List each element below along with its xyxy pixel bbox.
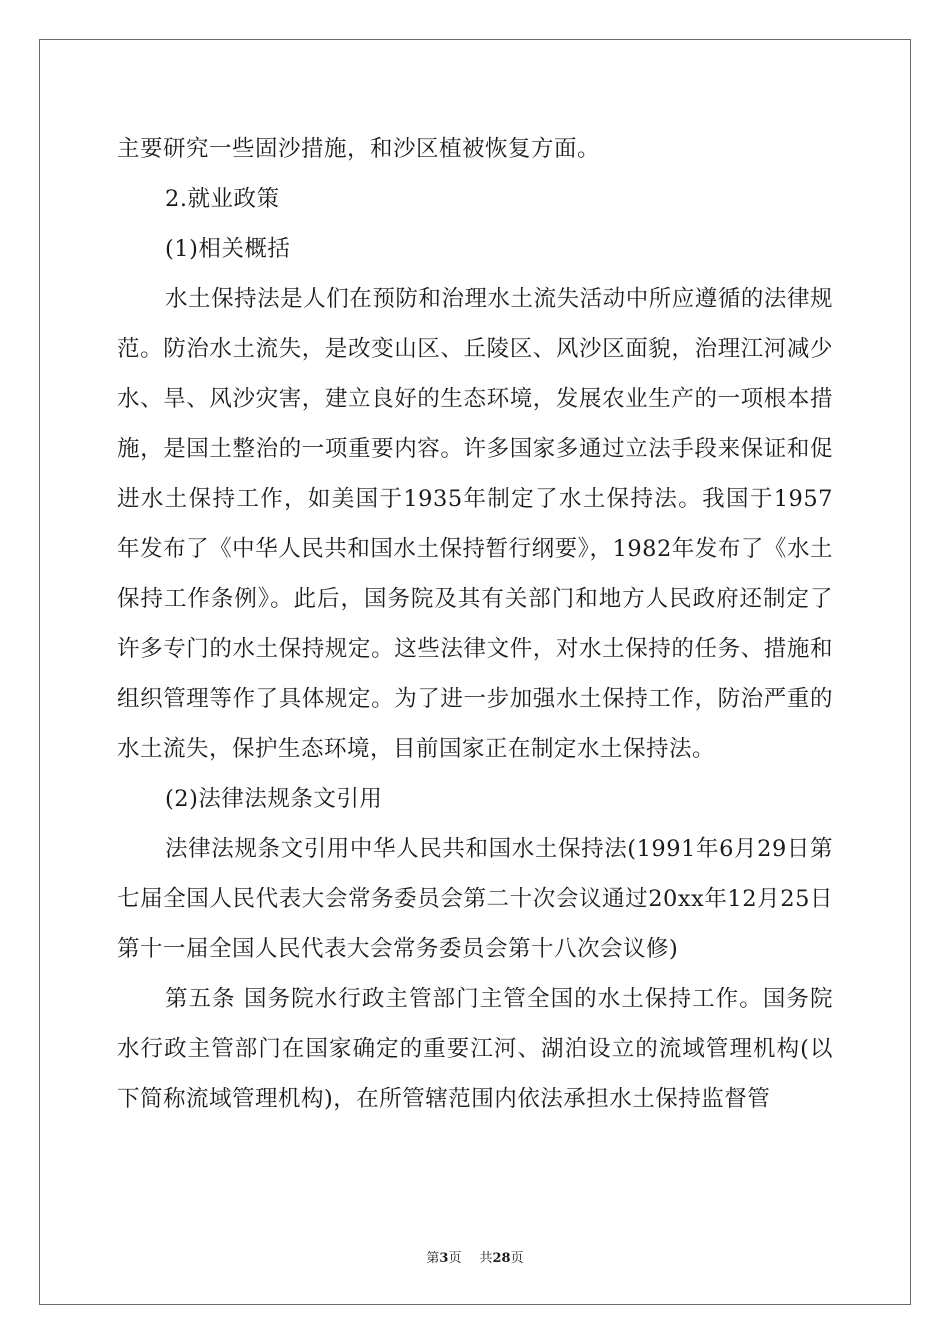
total-prefix: 共 <box>479 1251 493 1266</box>
paragraph: 第五条 国务院水行政主管部门主管全国的水土保持工作。国务院水行政主管部门在国家确定的重要江河、湖泊设立的流域管理机构(以下简称流域管理机构)，在所管辖范围内依法承担水土保持监督管 <box>117 986 833 1112</box>
page-footer <box>0 1247 950 1266</box>
page-number: 3 <box>439 1251 449 1266</box>
subsection-heading: (2)法律法规条文引用 <box>165 786 383 812</box>
total-suffix: 页 <box>510 1251 524 1266</box>
paragraph: 主要研究一些固沙措施，和沙区植被恢复方面。 <box>117 136 601 162</box>
page-prefix: 第 <box>426 1251 440 1266</box>
paragraph: 法律法规条文引用中华人民共和国水土保持法(1991年6月29日第七届全国人民代表大会常务委员会第二十次会议通过20xx年12月25日第十一届全国人民代表大会常务委员会第十八次会议修) <box>117 836 833 962</box>
paragraph: 水土保持法是人们在预防和治理水土流失活动中所应遵循的法律规范。防治水土流失，是改变山区、丘陵区、风沙区面貌，治理江河减少水、旱、风沙灾害，建立良好的生态环境，发展农业生产的一项根本措施，是国土整治的一项重要内容。许多国家多通过立法手段来保证和促进水土保持工作，如美国于1935年制定了水土保持法。我国于1957年发布了《中华人民共和国水土保持暂行纲要》，1982年发布了《水土保持工作条例》。此后，国务院及其有关部门和地方人民政府还制定了许多专门的水土保持规定。这些法律文件，对水土保持的任务、措施和组织管理等作了具体规定。为了进一步加强水土保持工作，防治严重的水土流失，保护生态环境，目前国家正在制定水土保持法。 <box>117 286 833 762</box>
subsection-heading: (1)相关概括 <box>165 236 291 262</box>
page-total: 28 <box>492 1251 511 1266</box>
page-suffix: 页 <box>448 1251 462 1266</box>
section-heading: 2.就业政策 <box>165 186 280 212</box>
document-body <box>117 124 833 1124</box>
